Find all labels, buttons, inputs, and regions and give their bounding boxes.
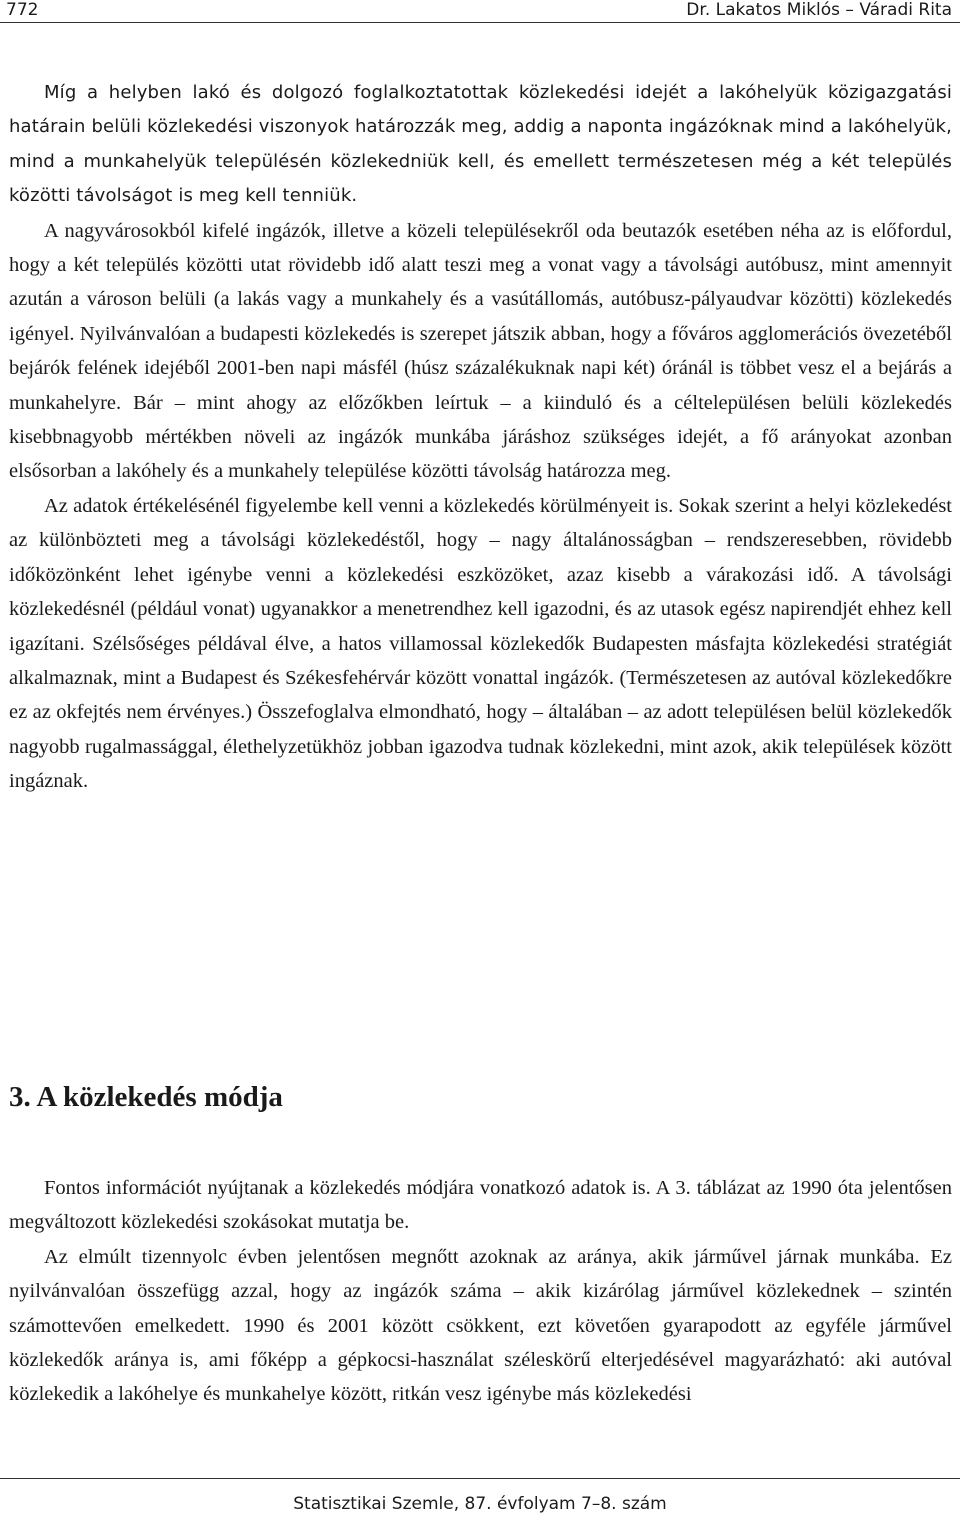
page-footer: Statisztikai Szemle, 87. évfolyam 7–8. szám — [293, 1494, 667, 1514]
page-number: 772 — [6, 0, 39, 20]
paragraph-distance: A nagyvárosokból kifelé ingázók, illetve a közeli településekről oda beutazók esetében néha az is előfordul, hogy a két település közötti utat rövidebb idő alatt teszi meg a vonat vagy a távolsági autóbusz, mint amennyit azután a városon belüli (a lakás vagy a munkahely és a vasútállomás, autóbusz-pályaudvar közötti) közlekedés igényel. Nyilvánvalóan a budapesti közlekedés is szerepet játszik abban, hogy a főváros agglomerációs övezetéből bejárók felének idejéből 2001-ben napi másfél (húsz százalékuknak napi két) óránál is többet vesz el a bejárás a munkahelyre. Bár – mint ahogy az előzőkben leírtuk – a kiinduló és a céltelepülésen belüli közlekedés kisebbnagyobb mértékben növeli az ingázók munkába járáshoz szükséges idejét, a fő arányokat azonban elsősorban a lakóhely és a munkahely települése közötti távolság határozza meg. — [9, 219, 952, 483]
footer-rule — [0, 1478, 960, 1479]
paragraph-conditions: Az adatok értékelésénél figyelembe kell venni a közlekedés körülményeit is. Sokak szerint a helyi közlekedést az különbözteti meg a távolsági közlekedéstől, hogy – nagy általánosságban – rendszeresebben, rövidebb időközönként lehet igénybe venni a közlekedési eszközöket, azaz kisebb a várakozási idő. A távolsági közlekedésnél (például vonat) ugyanakkor a menetrendhez kell igazodni, és az utasok egész napirendjét ehhez kell igazítani. Szélsőséges példával élve, a hatos villamossal közlekedők Budapesten másfajta közlekedési stratégiát alkalmaznak, mint a Budapest és Székesfehérvár között vonattal ingázók. (Természetesen az autóval közlekedőkre ez az okfejtés nem érvényes.) Összefoglalva elmondható, hogy – általában – az adott településen belül közlekedők nagyobb rugalmassággal, élethelyzetükhöz jobban igazodva tudnak közlekedni, mint azok, akik települések között ingáznak. — [9, 494, 952, 793]
paragraph-mode-intro: Fontos információt nyújtanak a közlekedés módjára vonatkozó adatok is. A 3. táblázat az 1990 óta jelentősen megváltozott közlekedési szokásokat mutatja be. — [9, 1177, 952, 1234]
header-rule — [0, 22, 960, 23]
section-heading: 3. A közlekedés módja — [9, 1081, 283, 1113]
section-body-block — [9, 1171, 952, 1412]
body-text-block — [9, 76, 952, 799]
page-header — [0, 0, 960, 24]
running-head: Dr. Lakatos Miklós – Váradi Rita — [686, 0, 952, 20]
paragraph-commuting-intro: Míg a helyben lakó és dolgozó foglalkoztatottak közlekedési idejét a lakóhelyük közigazgatási határain belüli közlekedési viszonyok határozzák meg, addig a naponta ingázóknak mind a lakóhelyük, mind a munkahelyük településén közlekedniük kell, és emellett természetesen még a két település közötti távolságot is meg kell tenniük. — [9, 82, 952, 207]
paragraph-vehicle-share: Az elmúlt tizennyolc évben jelentősen megnőtt azoknak az aránya, akik járművel járnak munkába. Ez nyilvánvalóan összefügg azzal, hogy az ingázók száma – akik kizárólag járművel közlekednek – szintén számottevően emelkedett. 1990 és 2001 között csökkent, ezt követően gyarapodott az egyféle járművel közlekedők aránya is, ami főképp a gépkocsi-használat széleskörű elterjedésével magyarázható: aki autóval közlekedik a lakóhelye és munkahelye között, ritkán vesz igénybe más közlekedési — [9, 1245, 952, 1406]
